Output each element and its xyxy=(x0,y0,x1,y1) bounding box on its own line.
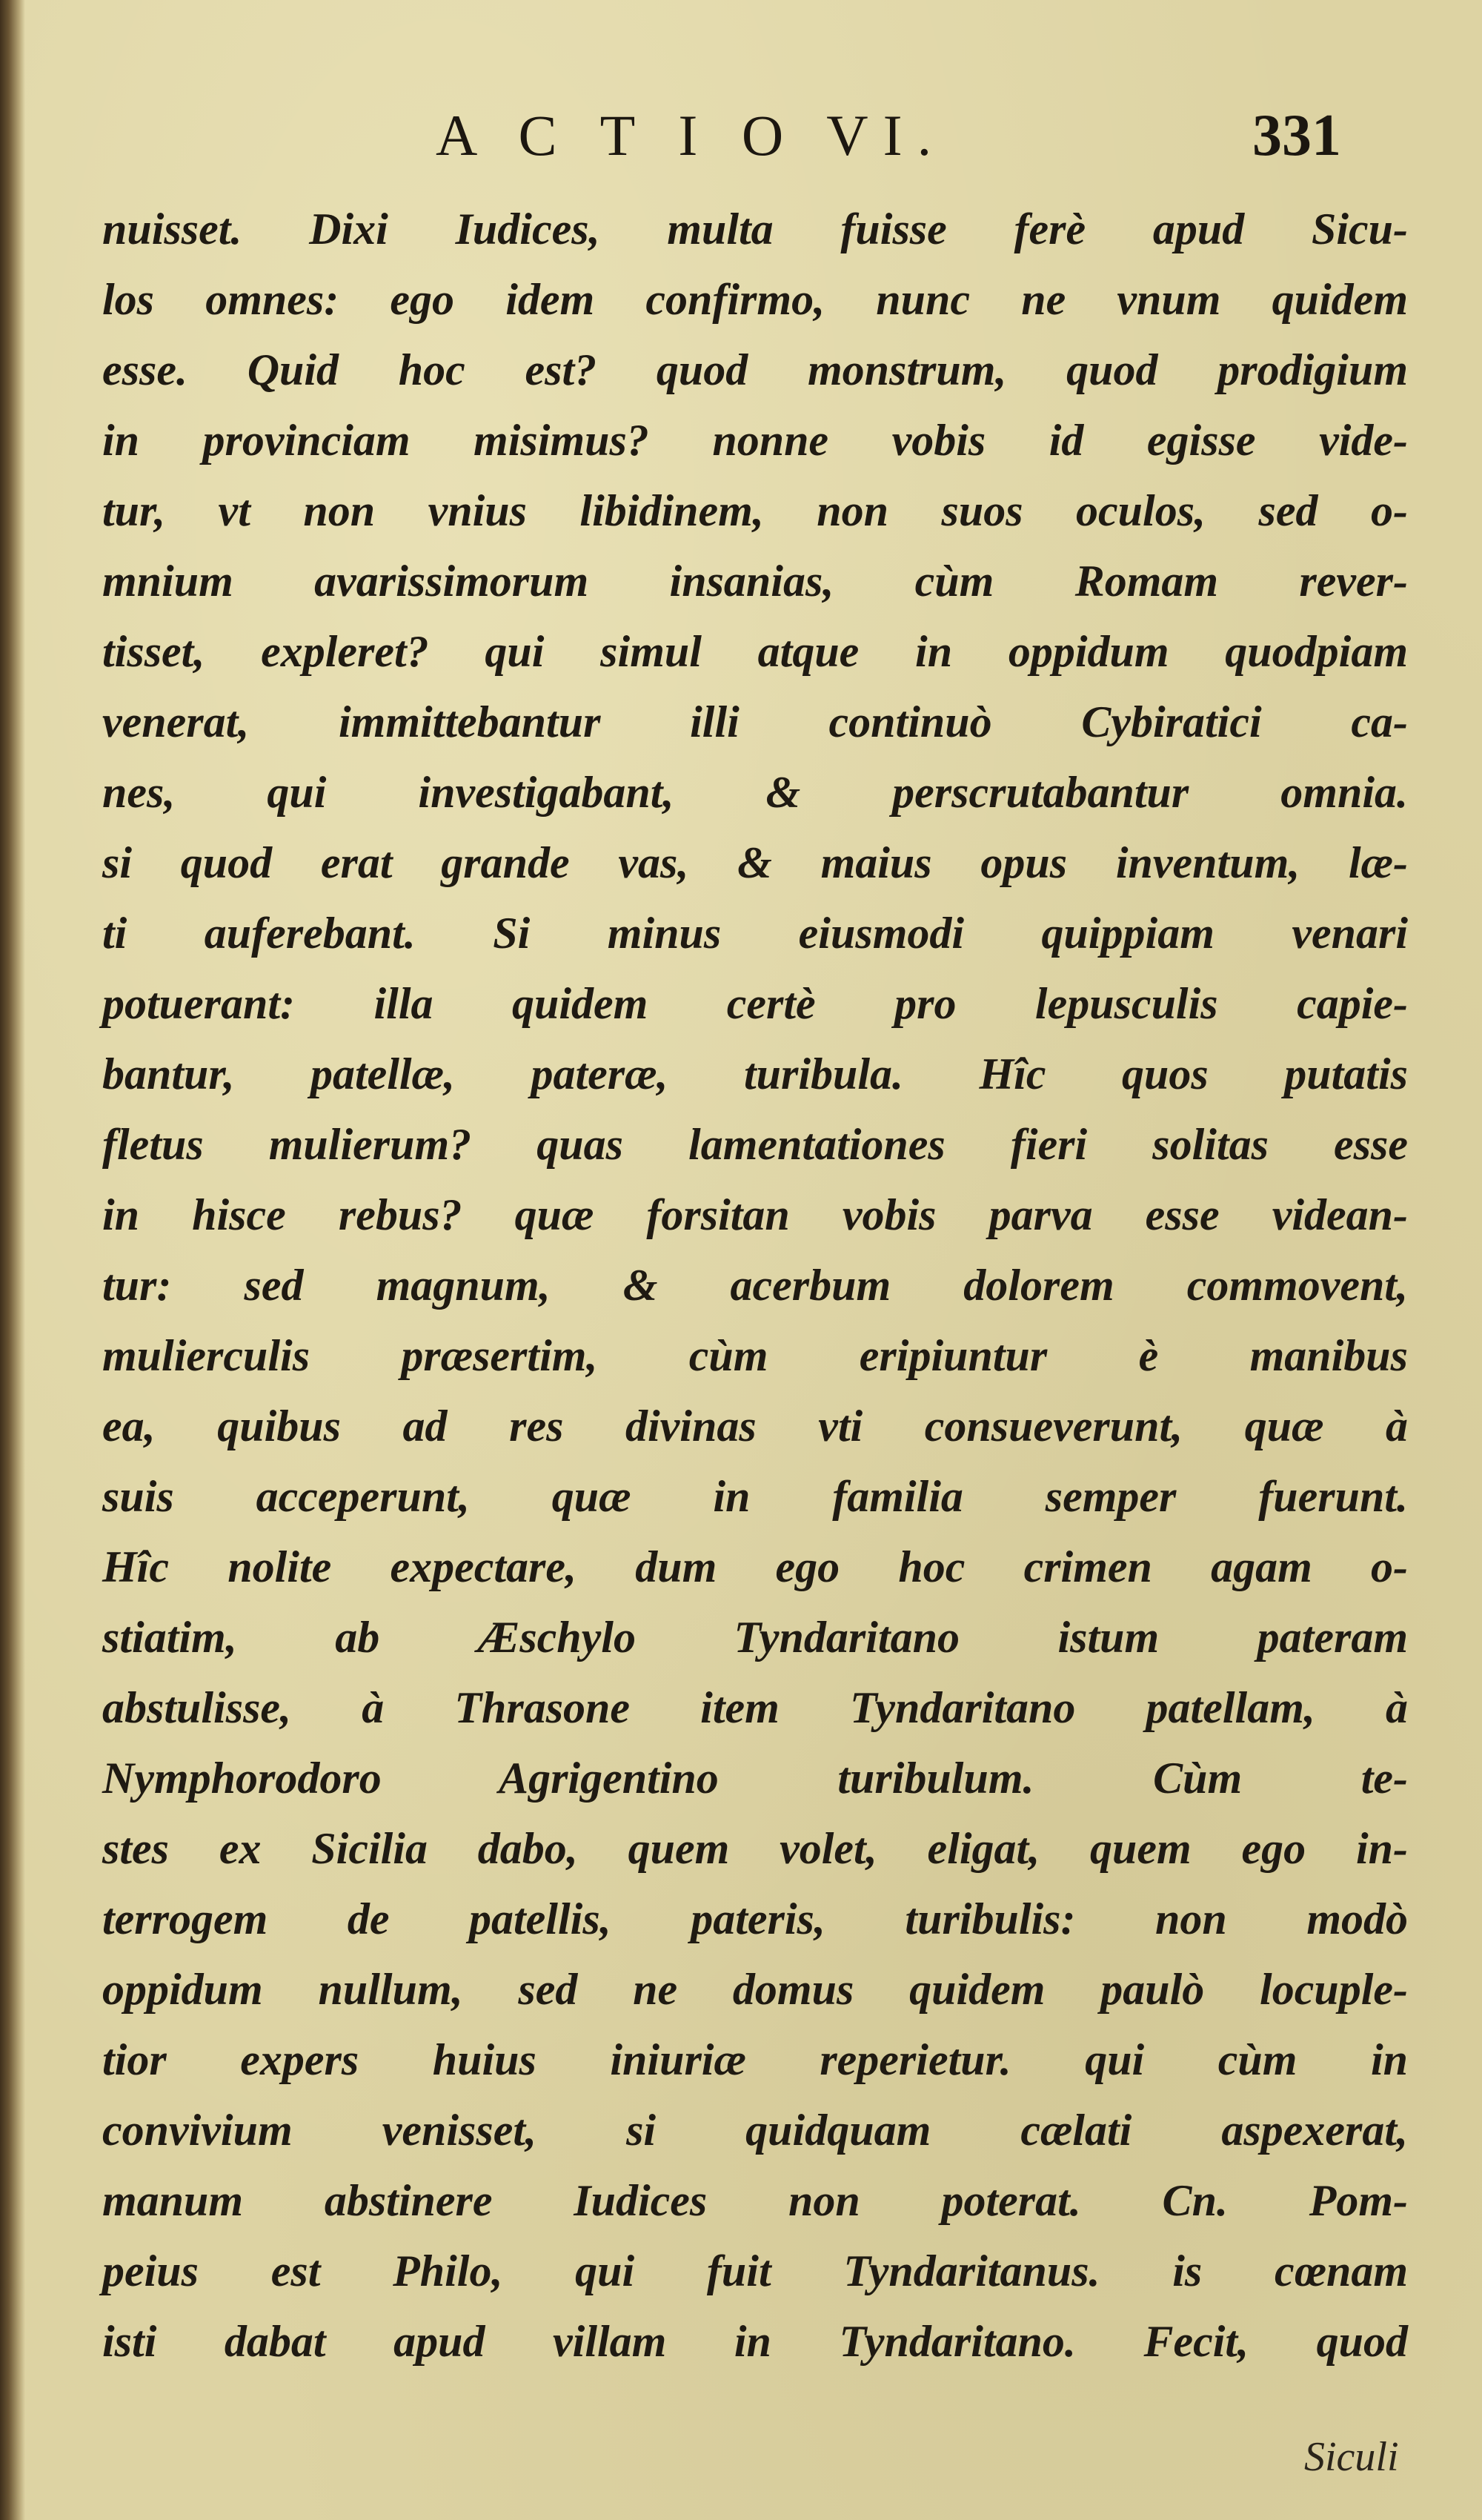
text-line: peius est Philo, qui fuit Tyndaritanus. is cœnam xyxy=(102,2247,1408,2295)
text-line: mulierculis præsertim, cùm eripiuntur è manibus xyxy=(102,1331,1408,1380)
text-line: ti auferebant. Si minus eiusmodi quippiam venari xyxy=(102,909,1408,958)
text-line: nes, qui investigabant, & perscrutabantur omnia. xyxy=(102,768,1408,817)
text-line: tior expers huius iniuriæ reperietur. qui cùm in xyxy=(102,2035,1408,2084)
running-head xyxy=(0,95,1482,176)
text-line: fletus mulierum? quas lamentationes fieri solitas esse xyxy=(102,1120,1408,1169)
text-line: convivium venisset, si quidquam cælati aspexerat, xyxy=(102,2106,1408,2155)
text-line: si quod erat grande vas, & maius opus inventum, læ- xyxy=(102,838,1408,887)
text-line: abstulisse, à Thrasone item Tyndaritano patellam, à xyxy=(102,1683,1408,1732)
text-line: suis acceperunt, quæ in familia semper fuerunt. xyxy=(102,1472,1408,1521)
text-line: stes ex Sicilia dabo, quem volet, eligat, quem ego in- xyxy=(102,1824,1408,1873)
text-line: bantur, patellæ, pateræ, turibula. Hîc quos putatis xyxy=(102,1050,1408,1098)
text-line: terrogem de patellis, pateris, turibulis: non modò xyxy=(102,1894,1408,1943)
text-line: los omnes: ego idem confirmo, nunc ne vnum quidem xyxy=(102,275,1408,324)
binding-gutter xyxy=(0,0,25,2520)
page-number: 331 xyxy=(1252,103,1341,168)
text-line: tisset, expleret? qui simul atque in oppidum quodpiam xyxy=(102,627,1408,676)
running-title: A C T I O VI. xyxy=(436,103,947,168)
text-line: oppidum nullum, sed ne domus quidem paulò locuple- xyxy=(102,1965,1408,2014)
text-line: Nymphorodoro Agrigentino turibulum. Cùm te- xyxy=(102,1754,1408,1803)
text-line: esse. Quid hoc est? quod monstrum, quod prodigium xyxy=(102,345,1408,394)
text-line: isti dabat apud villam in Tyndaritano. Fecit, quod xyxy=(102,2317,1408,2366)
text-line: in provinciam misimus? nonne vobis id egisse vide- xyxy=(102,416,1408,465)
text-line: in hisce rebus? quæ forsitan vobis parva esse videan- xyxy=(102,1190,1408,1239)
body-text xyxy=(102,194,1408,2377)
text-line: stiatim, ab Æschylo Tyndaritano istum pateram xyxy=(102,1613,1408,1662)
text-line: ea, quibus ad res divinas vti consueverunt, quæ à xyxy=(102,1402,1408,1450)
text-line: mnium avarissimorum insanias, cùm Romam rever- xyxy=(102,557,1408,606)
text-line: tur, vt non vnius libidinem, non suos oculos, sed o- xyxy=(102,486,1408,535)
text-line: potuerant: illa quidem certè pro lepusculis capie- xyxy=(102,979,1408,1028)
text-line: manum abstinere Iudices non poterat. Cn. Pom- xyxy=(102,2176,1408,2225)
text-line: nuisset. Dixi Iudices, multa fuisse ferè apud Sicu- xyxy=(102,205,1408,253)
text-line: venerat, immittebantur illi continuò Cybiratici ca- xyxy=(102,697,1408,746)
text-line: tur: sed magnum, & acerbum dolorem commovent, xyxy=(102,1261,1408,1310)
catchword: Siculi xyxy=(1304,2434,1399,2480)
text-line: Hîc nolite expectare, dum ego hoc crimen agam o- xyxy=(102,1542,1408,1591)
